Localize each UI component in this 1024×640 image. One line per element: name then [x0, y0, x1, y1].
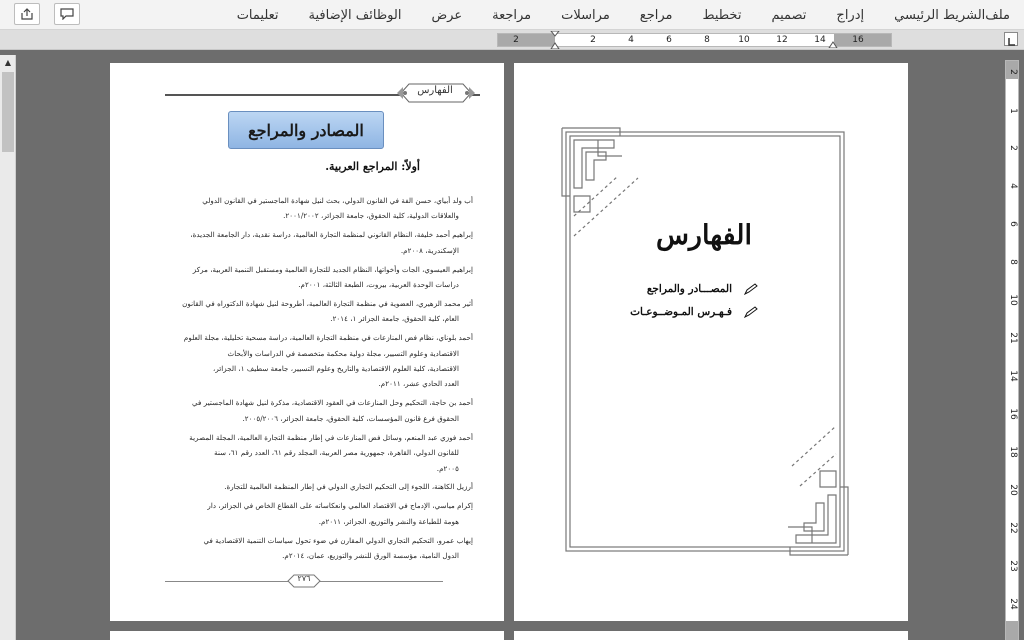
reference-item [167, 227, 473, 258]
vertical-scrollbar[interactable] [0, 55, 16, 640]
vertical-ruler[interactable] [1005, 60, 1019, 640]
ruler-label: 6 [1008, 221, 1018, 227]
page-number: ٢٧٦ [297, 574, 311, 583]
ruler-label: 24 [1008, 598, 1018, 610]
reference-line: هومة للطباعة والنشر والتوزيع، الجزائر، ٢٠١١م. [318, 516, 459, 526]
reference-line: والعلاقات الدولية، كلية الحقوق، جامعة الجزائر، ٢٠٠١/٢٠٠٢. [283, 211, 459, 221]
reference-item [167, 296, 473, 327]
ruler-label: 18 [1008, 446, 1018, 458]
ruler-label: 6 [666, 35, 672, 45]
tab-home[interactable]: الشريط الرئيسي [894, 7, 986, 23]
ruler-label: 10 [1008, 294, 1018, 306]
header-label: الفهارس [417, 85, 453, 96]
ruler-label: 21 [1008, 332, 1018, 344]
tab-layout[interactable]: تخطيط [702, 7, 742, 23]
ruler-margin-left [498, 34, 555, 46]
horizontal-ruler[interactable] [497, 33, 892, 47]
pencil-icon [744, 306, 758, 318]
reference-line: أحمد بلوناي، نظام فض المنازعات في منظمة التجارة العالمية، دراسة مسحية تحليلية، مجلة العلوم [183, 333, 473, 343]
reference-line: أثير محمد الزهيري، العضوية في منظمة التجارة العالمية، أطروحة لنيل شهادة الدكتوراه في القانون [182, 298, 473, 308]
reference-line: إكرام مياسي، الإدماج في الاقتصاد العالمي وانعكاساته على القطاع الخاص في الجزائر، دار [207, 501, 473, 511]
page-title: الفهارس [655, 220, 753, 251]
scrollbar-thumb[interactable] [2, 72, 14, 152]
pencil-icon [744, 283, 758, 295]
ruler-label: 20 [1008, 484, 1018, 496]
reference-item [167, 330, 473, 392]
tab-addins[interactable]: الوظائف الإضافية [308, 7, 402, 23]
ruler-label: 10 [738, 35, 750, 45]
reference-item [167, 395, 473, 426]
right-indent-marker-icon[interactable] [828, 40, 838, 48]
tab-selector[interactable] [1004, 32, 1018, 46]
ruler-label: 2 [590, 35, 596, 45]
ruler-label: 12 [776, 35, 788, 45]
reference-line: إبراهيم أحمد خليفة، النظام القانوني لمنظمة التجارة العالمية، دراسة نقدية، دار الجامعة الجديدة، [190, 230, 473, 240]
reference-line: الدول النامية، مؤسسة الورق للنشر والتوزيع، عمان، ٢٠١٤م. [282, 551, 459, 561]
tab-review[interactable]: مراجعة [492, 7, 532, 23]
section-heading: أولاً: المراجع العربية. [325, 160, 420, 173]
reference-item [167, 430, 473, 476]
ruler-label: 8 [1008, 259, 1018, 265]
tab-file[interactable]: ملف [985, 7, 1010, 23]
toc-item[interactable]: فـهـرس المـوضــوعـات [630, 306, 732, 318]
document-page-next[interactable] [514, 631, 908, 640]
ruler-label: 1 [1008, 108, 1018, 114]
share-icon [20, 8, 34, 20]
ruler-label: 2 [513, 35, 519, 45]
tab-references[interactable]: مراجع [639, 7, 673, 23]
tab-stop-icon [1005, 36, 1017, 48]
ruler-label: 8 [704, 35, 710, 45]
tab-design[interactable]: تصميم [771, 7, 807, 23]
comment-icon [60, 8, 74, 20]
tab-view[interactable]: عرض [431, 7, 463, 23]
reference-line: للقانون الدولي، القاهرة، جمهورية مصر العربية، المجلد رقم ٦١، العدد رقم ٦١، سنة [214, 448, 459, 458]
ruler-label: 4 [628, 35, 634, 45]
document-page-next[interactable] [110, 631, 504, 640]
reference-line: إيهاب عمرو، التحكيم التجاري الدولي المقارن في ضوء تحول سياسات التنمية الاقتصادية في [203, 535, 473, 545]
reference-line: دراسات الوحدة العربية، بيروت، الطبعة الثالثة، ٢٠٠١م. [298, 280, 459, 290]
tab-mailings[interactable]: مراسلات [561, 7, 610, 23]
share-button[interactable] [14, 3, 40, 25]
ribbon-tab-bar [0, 0, 1024, 30]
reference-line: العدد الحادي عشر، ٢٠١١م. [378, 379, 459, 389]
reference-line: أحمد بن حاجة، التحكيم وحل المنازعات في العقود الاقتصادية، مذكرة لنيل شهادة الماجستير في [192, 398, 473, 408]
reference-item [167, 533, 473, 564]
ruler-label: 2 [1008, 69, 1018, 75]
reference-line: الإسكندرية، ٢٠٠٨م. [400, 245, 459, 255]
reference-item [167, 479, 473, 494]
reference-line: أحمد فوزي عبد المنعم، وسائل فض المنازعات في إطار منظمة التجارة العالمية، المجلة المصرية [189, 432, 473, 442]
reference-line: العام، كلية الحقوق، جامعة الجزائر ١، ٢٠١٤. [330, 314, 459, 324]
ribbon-tabs [207, 0, 1010, 30]
comments-button[interactable] [54, 3, 80, 25]
ruler-label: 23 [1008, 560, 1018, 572]
reference-line: ٢٠٠٥م. [436, 463, 459, 473]
document-page-left[interactable] [110, 63, 504, 621]
reference-item [167, 262, 473, 293]
reference-line: إبراهيم العيسوي، الجات وأخواتها، النظام الجديد للتجارة العالمية ومستقبل التنمية العربية، مركز [192, 264, 473, 274]
reference-line: الاقتصادية وعلوم التسيير، مجلة دولية محكمة متخصصة في الدراسات والأبحاث [227, 348, 459, 358]
reference-item [167, 193, 473, 224]
reference-line: أب ولد أبياي، حسن الفة في القانون الدولي، بحث لنيل شهادة الماجستير في القانون الدولي [202, 196, 473, 205]
reference-list [167, 193, 473, 567]
toc-item[interactable]: المصـــادر والمراجع [646, 283, 732, 295]
document-page-right[interactable] [514, 63, 908, 621]
ruler-margin-bottom [1006, 621, 1018, 640]
tab-help[interactable]: تعليمات [236, 7, 279, 23]
indent-marker-icon[interactable] [550, 31, 560, 49]
ruler-label: 4 [1008, 183, 1018, 189]
ruler-label: 16 [852, 35, 864, 45]
reference-line: الحقوق فرع قانون المؤسسات، كلية الحقوق، جامعة الجزائر، ٢٠٠٥/٢٠٠٦. [242, 413, 459, 423]
reference-line: الاقتصادية، كلية العلوم الاقتصادية والتاريخ وعلوم التسيير، جامعة سطيف ١، الجزائر، [213, 364, 459, 374]
reference-item [167, 498, 473, 529]
reference-line: أرزيل الكاهنة، اللجوء إلى التحكيم التجاري الدولي في إطار المنظمة العالمية للتجارة. [224, 482, 473, 492]
ruler-label: 22 [1008, 522, 1018, 534]
ruler-label: 16 [1008, 408, 1018, 420]
decorative-frame-icon [560, 126, 850, 557]
scroll-up-arrow-icon[interactable]: ▲ [4, 57, 12, 67]
ruler-label: 2 [1008, 145, 1018, 151]
ruler-label: 14 [1008, 370, 1018, 382]
ruler-label: 14 [814, 35, 826, 45]
section-title: المصادر والمراجع [248, 120, 364, 140]
tab-insert[interactable]: إدراج [836, 7, 865, 23]
section-title-box [228, 111, 384, 149]
